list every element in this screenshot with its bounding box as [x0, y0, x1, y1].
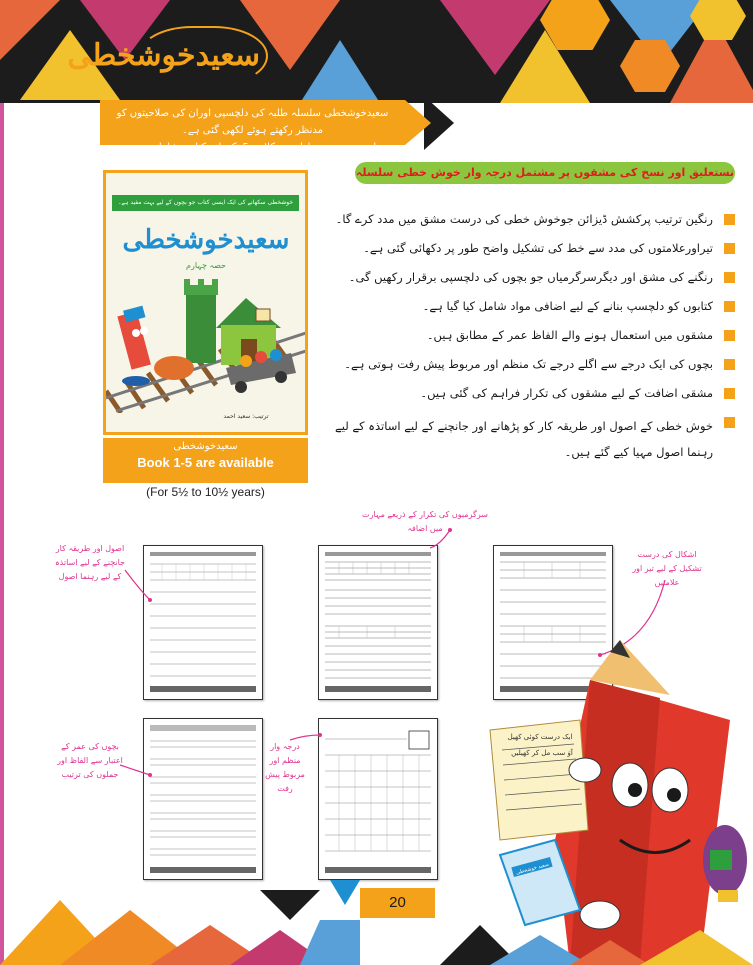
mascot-book-title: سعید خوشخطی	[515, 861, 550, 877]
list-item-text: بچوں کی ایک درجے سے اگلے درجے تک منظم اور مربوط پیش رفت ہوتی ہے۔	[344, 357, 713, 371]
worksheet-thumb-2	[318, 545, 438, 700]
bullet-square-icon	[724, 359, 735, 370]
note-left-top: اصول اور طریقہ کار جانچنے کے لیے اساتذہ کے لیے رہنما اصول	[54, 544, 125, 581]
worksheet-thumb-1	[143, 545, 263, 700]
left-border	[0, 103, 4, 965]
intro-line-2: اس سیریز میں اول سے کلاس 5 تک پانچ کتابیں شامل ہیں۔	[128, 142, 377, 153]
note-center-bottom: درجہ وار منظم اور مربوط پیش رفت	[265, 742, 305, 793]
decor-triangle	[300, 40, 380, 103]
worksheet-lines	[144, 719, 262, 879]
logo-title: سعیدخوشخطی	[67, 38, 260, 73]
list-item	[330, 413, 735, 465]
book-title: سعیدخوشخطی	[122, 225, 290, 255]
worksheet-lines	[319, 719, 437, 879]
book-subtitle: حصہ چہارم	[186, 261, 226, 270]
book-age-range: (For 5½ to 10½ years)	[146, 485, 265, 499]
list-item-text: کتابوں کو دلچسپ بنانے کے لیے اضافی مواد شامل کیا گیا ہے۔	[422, 299, 713, 313]
book-caption-urdu: سعیدخوشخطی	[173, 441, 238, 452]
book-cover	[103, 170, 308, 435]
features-list	[330, 210, 735, 476]
paper-line-2: آوَ سب مل کر کھیلیں	[511, 749, 573, 757]
list-item	[330, 210, 735, 228]
list-item	[330, 326, 735, 344]
note-left-bottom: بچوں کی عمر کے اعتبار سے الفاظ اور جملوں کی ترتیب	[57, 742, 123, 779]
worksheet-thumb-5	[318, 718, 438, 880]
intro-arrow	[405, 100, 431, 145]
book-band: خوشخطی سکھانے کی ایک ایسی کتاب جو بچوں کے لیے بہت مفید ہے۔	[112, 195, 299, 211]
list-item-text: مشقوں میں استعمال ہونے والے الفاظ عمر کے مطابق ہیں۔	[426, 328, 713, 342]
worksheet-lines	[144, 546, 262, 699]
list-item-text: مشقی اضافت کے لیے مشقوں کی تکرار فراہم کی گئی ہیں۔	[420, 386, 713, 400]
book-caption	[103, 438, 308, 483]
list-item	[330, 239, 735, 257]
page-number: 20	[360, 888, 435, 918]
list-item	[330, 297, 735, 315]
page-header	[0, 0, 753, 103]
book-illustration	[106, 273, 306, 413]
features-heading: نستعلیق اور نسخ کی مشقوں پر مشتمل درجہ وار خوش خطی سلسلہ	[355, 162, 735, 184]
list-item-text: رنگین ترتیب پرکشش ڈیزائن جوخوش خطی کی درست مشق میں مدد کرے گا۔	[335, 212, 713, 226]
book-caption-english: Book 1-5 are available	[137, 455, 274, 470]
intro-banner	[100, 100, 405, 153]
intro-line-1: سعیدخوشخطی سلسلہ طلبہ کی دلچسپی اوران کی صلاحیتوں کو مدنظر رکھتے ہوئے لکھی گئی ہے۔	[116, 108, 389, 136]
note-right-top: اشکال کی درست تشکیل کے لیے تیر اور علامتیں	[632, 550, 702, 587]
paper-line-1: ایک درست کوئی کھیل	[507, 733, 573, 741]
note-top-center: سرگرمیوں کی تکرار کے ذریعے مہارت میں اضافہ	[362, 510, 488, 533]
bullet-square-icon	[724, 272, 735, 283]
list-item	[330, 384, 735, 402]
bullet-square-icon	[724, 214, 735, 225]
worksheet-thumb-4	[143, 718, 263, 880]
list-item	[330, 268, 735, 286]
bullet-square-icon	[724, 417, 735, 428]
book-author: ترتیب: سعید احمد	[223, 413, 269, 420]
bullet-square-icon	[724, 301, 735, 312]
list-item-text: رنگنے کی مشق اور دیگرسرگرمیاں جو بچوں کی دلچسپی برقرار رکھیں گی۔	[348, 270, 713, 284]
bullet-square-icon	[724, 330, 735, 341]
list-item	[330, 355, 735, 373]
bullet-square-icon	[724, 243, 735, 254]
bullet-square-icon	[724, 388, 735, 399]
list-item-text: خوش خطی کے اصول اور طریقہ کار کو پڑھانے اور جانچنے کے لیے اساتذہ کے لیے رہنما اصول مہیا کیے گئے ہیں۔	[335, 419, 713, 459]
worksheet-lines	[319, 546, 437, 699]
list-item-text: تیراورعلامتوں کی مدد سے خط کی تشکیل واضح طور پر دکھائی گئی ہے۔	[363, 241, 713, 255]
